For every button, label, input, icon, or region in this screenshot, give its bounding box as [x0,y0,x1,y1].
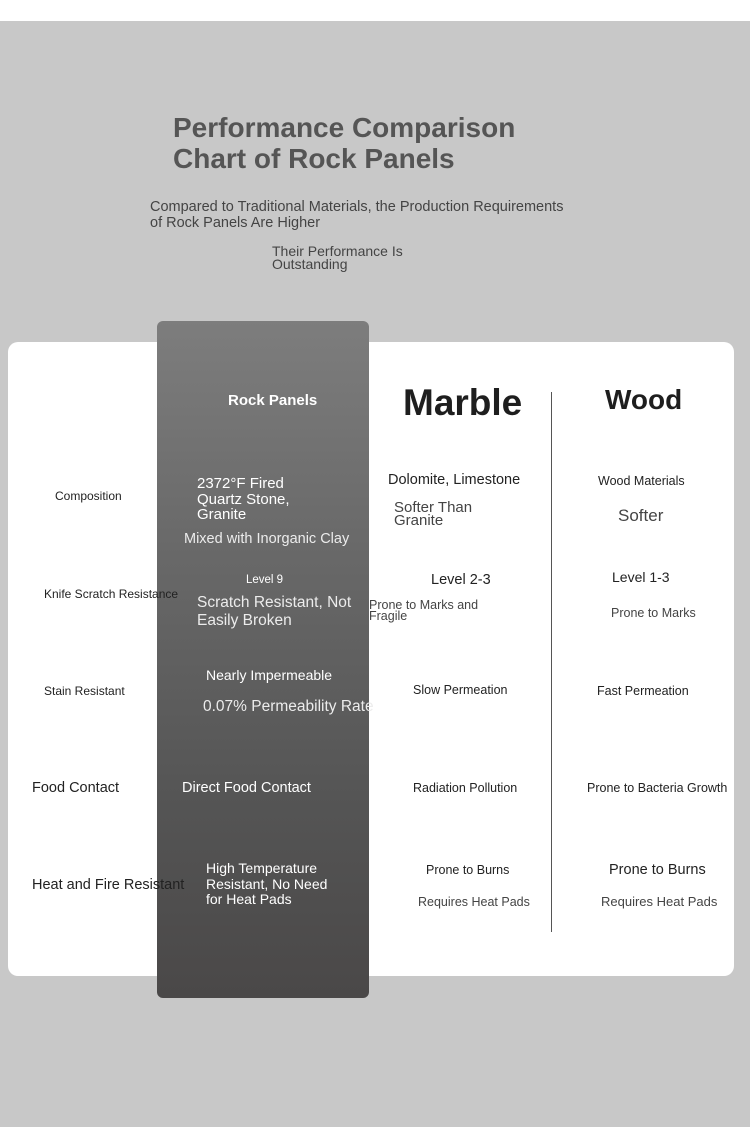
subtitle-line-2: of Rock Panels Are Higher [150,215,321,231]
subtitle2-line-1: Their Performance Is [272,243,403,259]
row-label-knife-scratch-resistance: Knife Scratch Resistance [44,587,179,601]
rock-heat-value [206,861,327,908]
rock-composition-line-1: 2372°F Fired [197,475,284,492]
rock-composition-line-3: Granite [197,506,247,523]
page-subtitle [150,199,600,231]
wood-scratch-sub: Prone to Marks [611,606,696,620]
marble-heat-value: Prone to Burns [426,863,510,877]
rock-scratch-sub-line-2: Easily Broken [197,612,292,629]
rock-stain-sub: 0.07% Permeability Rate [203,698,374,715]
wood-stain-value: Fast Permeation [597,684,689,698]
row-label-heat-and-fire-resistant: Heat and Fire Resistant [32,877,185,893]
wood-composition-sub: Softer [618,506,664,525]
page-title [173,112,553,174]
row-label-food-contact: Food Contact [32,780,120,796]
column-divider [551,392,552,932]
rock-food-value: Direct Food Contact [182,780,311,796]
wood-scratch-value: Level 1-3 [612,569,670,585]
marble-food-value: Radiation Pollution [413,781,518,795]
rock-stain-value: Nearly Impermeable [206,667,333,683]
wood-heat-sub: Requires Heat Pads [601,894,718,909]
marble-heat-sub: Requires Heat Pads [418,895,530,909]
title-line-2: Chart of Rock Panels [173,143,455,174]
marble-composition-value: Dolomite, Limestone [388,472,521,488]
rock-heat-line-3: for Heat Pads [206,891,292,907]
marble-scratch-value: Level 2-3 [431,572,491,588]
title-line-1: Performance Comparison [173,112,516,143]
column-header-wood: Wood [605,384,683,415]
rock-scratch-value: Level 9 [246,574,284,586]
column-header-rock-panels: Rock Panels [228,392,318,409]
row-label-composition: Composition [55,489,122,503]
marble-composition-sub-line-1: Softer Than [394,499,473,516]
rock-heat-line-1: High Temperature [206,860,318,876]
marble-stain-value: Slow Permeation [413,683,508,697]
wood-heat-value: Prone to Burns [609,862,706,878]
subtitle-line-1: Compared to Traditional Materials, the Production Requirements [150,199,564,215]
rock-scratch-sub-line-1: Scratch Resistant, Not [197,594,352,611]
wood-composition-value: Wood Materials [598,474,685,488]
rock-composition-line-2: Quartz Stone, [197,490,290,508]
marble-composition-sub-line-2: Granite [394,512,444,529]
top-strip [0,0,750,21]
column-header-marble: Marble [403,382,523,423]
marble-scratch-sub-line-2: Fragile [369,609,408,623]
row-label-stain-resistant: Stain Resistant [44,684,125,698]
rock-composition-value [197,476,290,523]
rock-heat-line-2: Resistant, No Need [206,875,328,892]
marble-scratch-sub [369,600,478,622]
rock-scratch-sub [197,594,351,630]
marble-scratch-sub-line-1: Prone to Marks and [369,598,479,612]
rock-composition-sub: Mixed with Inorganic Clay [184,531,350,547]
marble-composition-sub [394,501,472,527]
page-subtitle-secondary [272,245,472,271]
wood-food-value: Prone to Bacteria Growth [587,781,728,795]
subtitle2-line-2: Outstanding [272,256,348,272]
